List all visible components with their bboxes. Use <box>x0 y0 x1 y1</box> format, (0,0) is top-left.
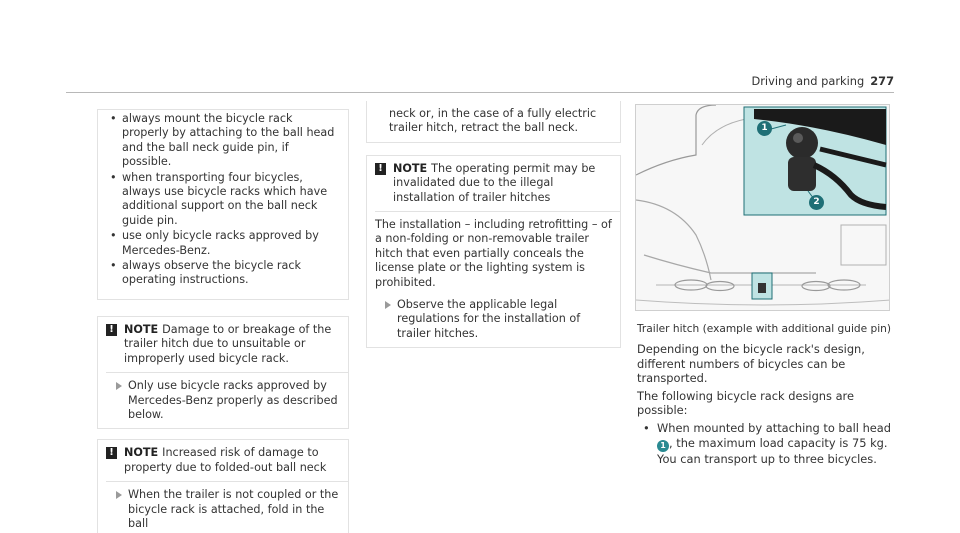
step-item: Only use bicycle racks approved by Mercedes-Benz properly as described below. <box>106 379 340 422</box>
section-title: Driving and parking <box>751 74 865 88</box>
bullet-dot: • <box>643 420 650 435</box>
note-header <box>98 317 348 372</box>
note-header <box>367 156 620 211</box>
column-1 <box>97 109 349 533</box>
step-item: When the trailer is not coupled or the bicycle rack is attached, fold in the ball <box>106 488 340 531</box>
figure-callout-1: 1 <box>757 121 772 136</box>
list-item: • use only bicycle racks approved by Mercedes-Benz. <box>110 229 319 257</box>
warning-continuation-box <box>97 109 349 300</box>
step-item: Observe the applicable legal regulations for the installation of trailer hitches. <box>375 298 612 341</box>
bullet-dot: • <box>110 259 117 273</box>
note-paragraph: The installation – including retrofitting – of a non-folding or non-removable trailer hitch that even partially conceals the license plate or the lighting system is prohibited. <box>375 218 612 289</box>
note-title: NOTE <box>124 446 159 460</box>
paragraph: Depending on the bicycle rack's design, different numbers of bicycles can be transported. <box>637 342 865 386</box>
column-3 <box>637 342 895 467</box>
header-rule <box>66 92 894 93</box>
list-item: • always mount the bicycle rack properly by attaching to the ball head and the ball neck guide pin, if possible. <box>110 112 335 169</box>
note-body <box>98 373 348 428</box>
note-text: Damage to or breakage of the trailer hitch due to unsuitable or improperly used bicycle rack. <box>124 322 332 365</box>
paragraph: The following bicycle rack designs are possible: <box>637 388 854 418</box>
page-number: 277 <box>870 74 894 88</box>
list-item: • always observe the bicycle rack operating instructions. <box>110 259 301 287</box>
note-box-ball-neck <box>97 439 349 533</box>
trailer-hitch-illustration <box>635 104 890 311</box>
figure-callout-2: 2 <box>809 195 824 210</box>
callout-1-icon: 1 <box>657 440 669 452</box>
bullet-dot: • <box>110 170 117 184</box>
bullet-dot: • <box>110 229 117 243</box>
note-body <box>367 212 620 347</box>
step-triangle-icon <box>116 382 122 390</box>
warning-exclamation-icon: ! <box>106 324 117 336</box>
step-triangle-icon <box>116 491 122 499</box>
column-2 <box>366 101 621 348</box>
note-header <box>98 440 348 481</box>
continuation-text: neck or, in the case of a fully electric trailer hitch, retract the ball neck. <box>389 107 597 135</box>
running-header <box>751 74 894 88</box>
bullet-dot: • <box>110 112 117 125</box>
list-item: • when transporting four bicycles, always use bicycle racks which have additional support on the ball neck guide pin. <box>110 170 328 227</box>
note-text: The operating permit may be invalidated due to the illegal installation of trailer hitches <box>393 161 596 204</box>
note-box-operating-permit <box>366 155 621 348</box>
step-triangle-icon <box>385 301 391 309</box>
warning-exclamation-icon: ! <box>106 447 117 459</box>
figure-caption: Trailer hitch (example with additional guide pin) <box>637 323 892 335</box>
note-continuation-box <box>366 101 621 143</box>
note-box-damage <box>97 316 349 429</box>
warning-exclamation-icon: ! <box>375 163 386 175</box>
note-body <box>98 482 348 533</box>
note-title: NOTE <box>393 161 428 175</box>
note-title: NOTE <box>124 322 159 336</box>
note-text: Increased risk of damage to property due to folded-out ball neck <box>124 446 327 474</box>
list-item: • When mounted by attaching to ball head 1 , the maximum load capacity is 75 kg. You can transport up to three bicycles. <box>643 420 892 466</box>
